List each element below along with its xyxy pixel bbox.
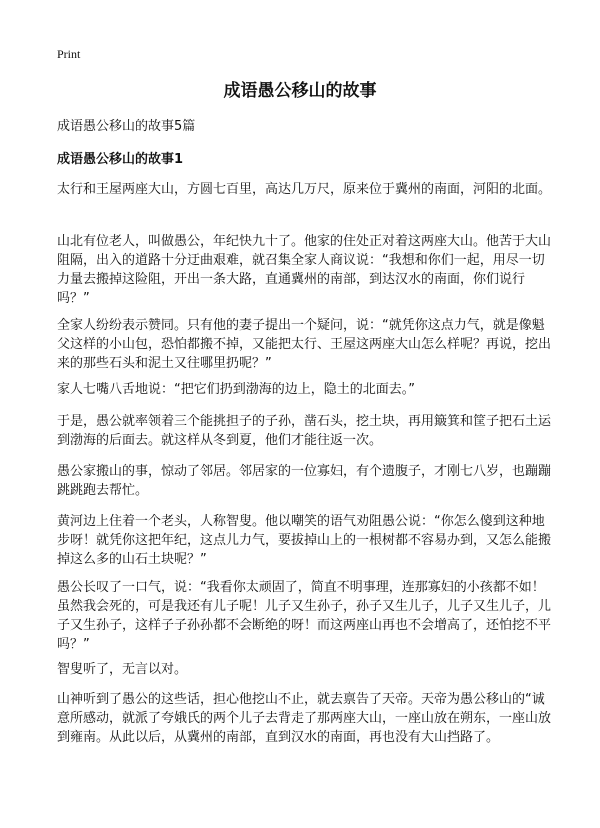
paragraph-9: 智叟听了，无言以对。 xyxy=(57,662,188,677)
paragraph-8: 愚公长叹了一口气，说：“我看你太顽固了，简直不明事理，连那寡妇的小孩都不如！虽然我会死的，可是我还有儿子呢！儿子又生孙子，孙子又生儿子，儿子又生儿子，儿子又生孙子，这样子子孙孙都不会断绝的呀！而这两座山再也不会增高了，还怕挖不平吗？” xyxy=(57,580,552,652)
paragraph-7: 黄河边上住着一个老头，人称智叟。他以嘲笑的语气劝阻愚公说：“你怎么傻到这种地步呀！就凭你这把年纪，这点儿力气，要拔掉山上的一根树都不容易办到，又怎么能搬掉这么多的山石土块呢？” xyxy=(57,514,552,567)
paragraph-6: 愚公家搬山的事，惊动了邻居。邻居家的一位寡妇，有个遗腹子，才刚七八岁，也蹦蹦跳跳跑去帮忙。 xyxy=(57,464,552,498)
section-heading: 成语愚公移山的故事1 xyxy=(57,152,184,167)
print-link[interactable]: Print xyxy=(57,47,81,61)
paragraph-10: 山神听到了愚公的这些话，担心他挖山不止，就去禀告了天帝。天帝为愚公移山的“诚意所感动，就派了夸娥氏的两个儿子去背走了那两座大山，一座山放在朔东，一座山放到雍南。从此以后，从冀州的南部，直到汉水的南面，再也没有大山挡路了。 xyxy=(57,692,552,745)
paragraph-2: 山北有位老人，叫做愚公，年纪快九十了。他家的住处正对着这两座大山。他苦于大山阻隔，出入的道路十分迂曲艰难，就召集全家人商议说：“我想和你们一起，用尽一切力量去搬掉这险阻，开出一条大路，直通冀州的南部，到达汉水的南面，你们说行吗？” xyxy=(57,234,552,306)
paragraph-4: 家人七嘴八舌地说：“把它们扔到渤海的边上，隐土的北面去。” xyxy=(57,382,415,397)
paragraph-1: 太行和王屋两座大山，方圆七百里，高达几万尺，原来位于冀州的南面，河阳的北面。 xyxy=(57,182,552,197)
page-title: 成语愚公移山的故事 xyxy=(223,81,377,101)
paragraph-5: 于是，愚公就率领着三个能挑担子的子孙，凿石头，挖土块，再用簸箕和筐子把石土运到渤海的后面去。就这样从冬到夏，他们才能往返一次。 xyxy=(57,414,552,448)
article-subtitle: 成语愚公移山的故事5篇 xyxy=(57,119,196,134)
paragraph-3: 全家人纷纷表示赞同。只有他的妻子提出一个疑问，说：“就凭你这点力气，就是像魁父这样的小山包，恐怕都搬不掉，又能把太行、王屋这两座大山怎么样呢？再说，挖出来的那些石头和泥土又往哪里扔呢？” xyxy=(57,318,552,371)
